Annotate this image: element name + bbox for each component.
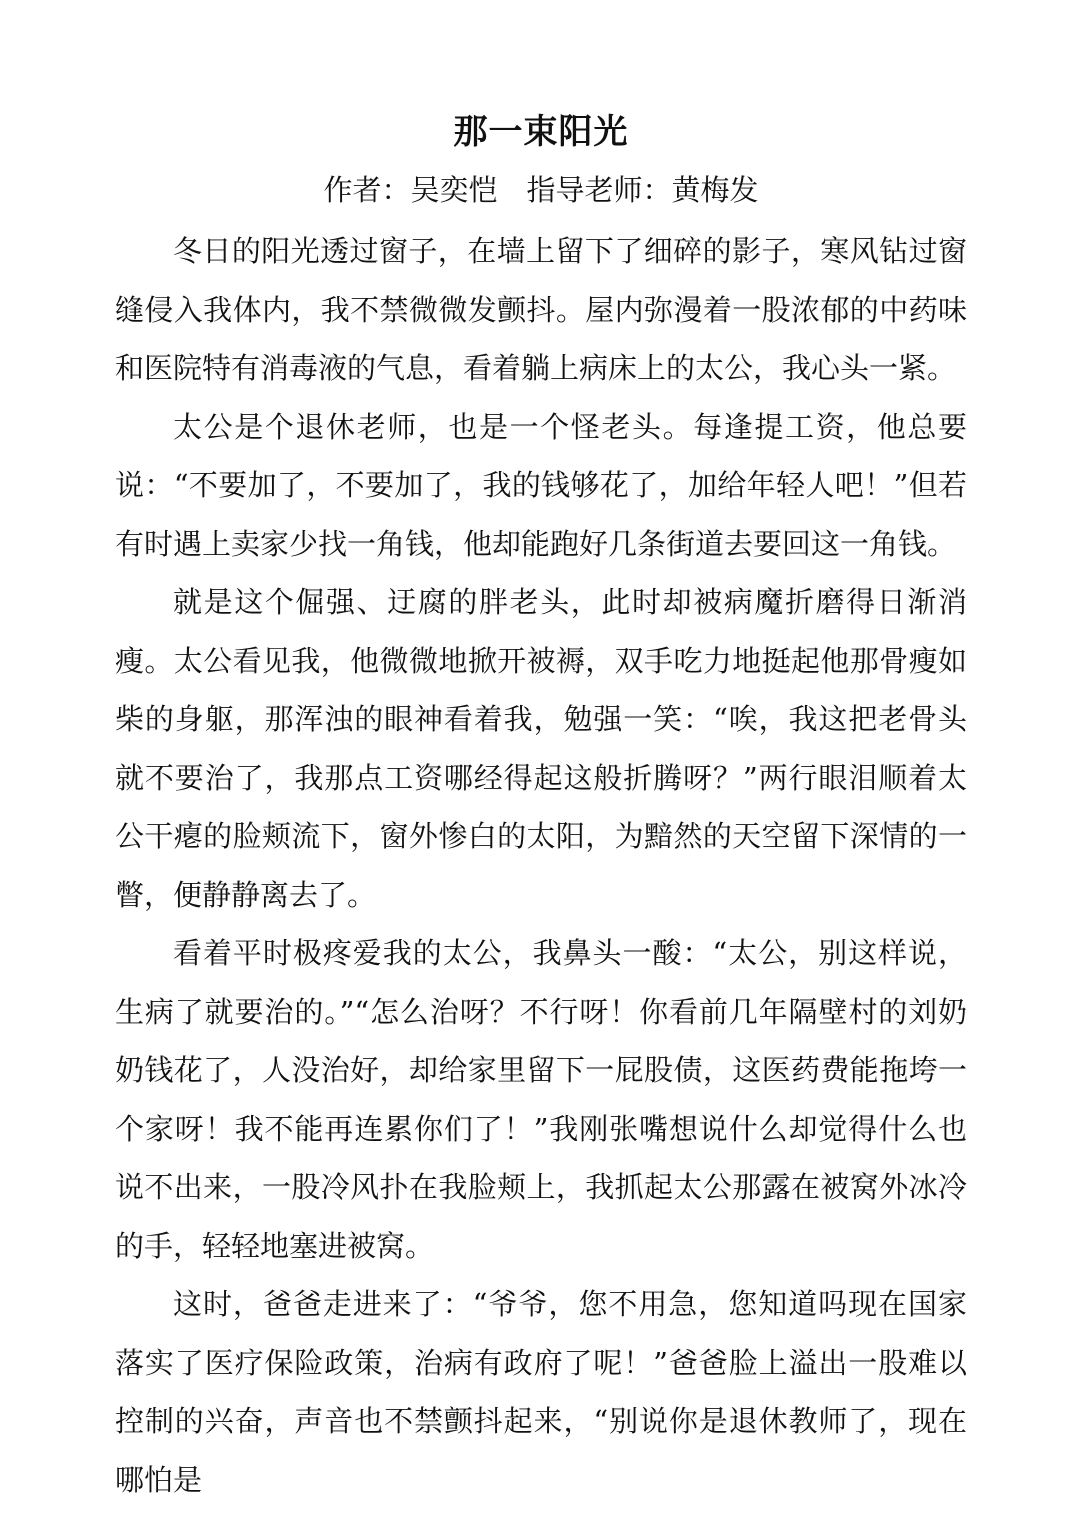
- author-byline: 作者：吴奕恺 指导老师：黄梅发: [323, 173, 759, 207]
- essay-body: [115, 222, 967, 1509]
- paragraph-5: 这时，爸爸走进来了：“爷爷，您不用急，您知道吗现在国家落实了医疗保险政策，治病有政府了呢！”爸爸脸上溢出一股难以控制的兴奋，声音也不禁颤抖起来，“别说你是退休教师了，现在哪怕是: [115, 1287, 967, 1497]
- paragraph-4: 看着平时极疼爱我的太公，我鼻头一酸：“太公，别这样说，生病了就要治的。”“怎么治呀？不行呀！你看前几年隔壁村的刘奶奶钱花了，人没治好，却给家里留下一屁股债，这医药费能拖垮一个家呀！我不能再连累你们了！”我刚张嘴想说什么却觉得什么也说不出来，一股冷风扑在我脸颊上，我抓起太公那露在被窝外冰冷的手，轻轻地塞进被窝。: [115, 936, 967, 1263]
- essay-title: 那一束阳光: [453, 112, 629, 152]
- paragraph-3: 就是这个倔强、迂腐的胖老头，此时却被病魔折磨得日渐消瘦。太公看见我，他微微地掀开被褥，双手吃力地挺起他那骨瘦如柴的身躯，那浑浊的眼神看着我，勉强一笑：“唉，我这把老骨头就不要治了，我那点工资哪经得起这般折腾呀？”两行眼泪顺着太公干瘪的脸颊流下，窗外惨白的太阳，为黯然的天空留下深情的一瞥，便静静离去了。: [115, 585, 967, 912]
- paragraph-2: 太公是个退休老师，也是一个怪老头。每逢提工资，他总要说：“不要加了，不要加了，我的钱够花了，加给年轻人吧！”但若有时遇上卖家少找一角钱，他却能跑好几条街道去要回这一角钱。: [115, 409, 967, 561]
- document-page: [115, 0, 967, 1527]
- paragraph-1: 冬日的阳光透过窗子，在墙上留下了细碎的影子，寒风钻过窗缝侵入我体内，我不禁微微发颤抖。屋内弥漫着一股浓郁的中药味和医院特有消毒液的气息，看着躺上病床上的太公，我心头一紧。: [115, 234, 967, 385]
